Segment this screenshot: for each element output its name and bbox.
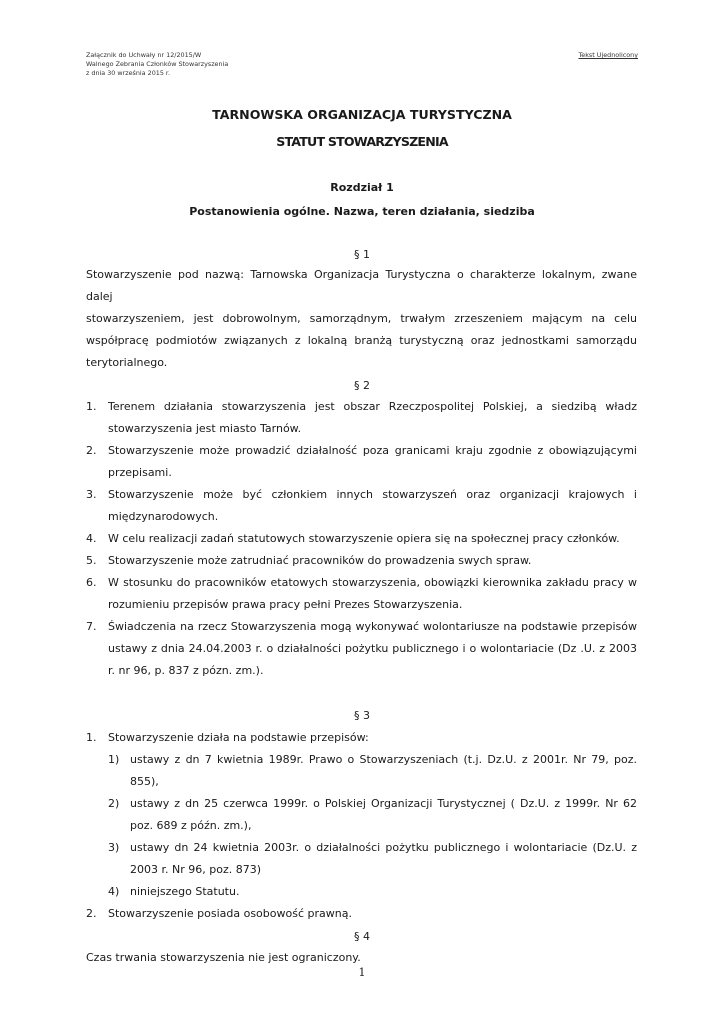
list-item (86, 903, 637, 925)
sub-list-item (108, 793, 637, 837)
list-item-number: 1. (86, 731, 97, 744)
list-item-text: Stowarzyszenie może prowadzić działalność poza granicami kraju zgodnie z obowiązującymi przepisami. (108, 444, 637, 479)
consolidated-text-label: Tekst Ujednolicony (578, 51, 638, 59)
list-item-number: 7. (86, 620, 97, 633)
attachment-note-line: Załącznik do Uchwały nr 12/2015/W (86, 51, 202, 59)
list-item-text: Stowarzyszenie może być członkiem innych stowarzyszeń oraz organizacji krajowych i międzynarodowych. (108, 488, 637, 523)
sub-list-item (108, 881, 637, 903)
section-1-line: Stowarzyszenie pod nazwą: Tarnowska Organizacja Turystyczna o charakterze lokalnym, zwane dalej (86, 268, 637, 303)
sub-list-item (108, 749, 637, 793)
sub-item-text: ustawy z dn 7 kwietnia 1989r. Prawo o Stowarzyszeniach (t.j. Dz.U. z 2001r. Nr 79, poz. 855), (130, 753, 637, 788)
sub-item-text: ustawy dn 24 kwietnia 2003r. o działalności pożytku publicznego i wolontariacie (Dz.U. z 2003 r. Nr 96, poz. 873) (130, 841, 637, 876)
attachment-note-line: Walnego Zebrania Członków Stowarzyszenia (86, 60, 229, 68)
list-item-text: Stowarzyszenie może zatrudniać pracowników do prowadzenia swych spraw. (108, 554, 532, 567)
sub-item-text: niniejszego Statutu. (130, 885, 240, 898)
list-item (86, 616, 637, 682)
list-item (86, 396, 637, 440)
section-3-list (86, 727, 637, 925)
list-item-number: 3. (86, 488, 97, 501)
legal-basis-list (108, 749, 637, 903)
chapter-heading: Postanowienia ogólne. Nazwa, teren działania, siedziba (189, 205, 535, 218)
list-item (86, 727, 637, 903)
list-item-number: 2. (86, 907, 97, 920)
section-1-text (86, 264, 637, 374)
list-item-text: Świadczenia na rzecz Stowarzyszenia mogą wykonywać wolontariusze na podstawie przepisów ustawy z dnia 24.04.2003 r. o działalności pożytku publicznego i o wolontariacie (Dz .U. z 2003 r. nr 96, p. 837 z pózn. zm.). (108, 620, 637, 677)
list-item-number: 5. (86, 554, 97, 567)
list-item-number: 4. (86, 532, 97, 545)
list-item-number: 6. (86, 576, 97, 589)
sub-item-number: 4) (108, 885, 120, 898)
attachment-note-line: z dnia 30 września 2015 r. (86, 69, 170, 77)
list-item (86, 528, 637, 550)
section-1-line: terytorialnego. (86, 356, 168, 369)
list-item-text: Terenem działania stowarzyszenia jest obszar Rzeczpospolitej Polskiej, a siedzibą władz stowarzyszenia jest miasto Tarnów. (108, 400, 637, 435)
section-2-list (86, 396, 637, 682)
section-4-text: Czas trwania stowarzyszenia nie jest ograniczony. (86, 951, 361, 964)
sub-item-number: 1) (108, 753, 120, 766)
section-mark-3: § 3 (354, 709, 370, 722)
list-item-number: 2. (86, 444, 97, 457)
list-item (86, 484, 637, 528)
document-attachment-note (86, 51, 228, 78)
chapter-label: Rozdział 1 (330, 181, 394, 194)
list-item (86, 572, 637, 616)
list-item (86, 440, 637, 484)
sub-item-text: ustawy z dn 25 czerwca 1999r. o Polskiej Organizacji Turystycznej ( Dz.U. z 1999r. Nr 62 poz. 689 z późn. zm.), (130, 797, 637, 832)
list-item-number: 1. (86, 400, 97, 413)
sub-list-item (108, 837, 637, 881)
list-item (86, 550, 637, 572)
document-title: TARNOWSKA ORGANIZACJA TURYSTYCZNA (212, 107, 512, 122)
section-1-line: współpracę podmiotów związanych z lokalną branżą turystyczną oraz jednostkami samorządu (86, 334, 637, 347)
section-mark-1: § 1 (354, 248, 370, 261)
sub-item-number: 3) (108, 841, 120, 854)
section-1-line: stowarzyszeniem, jest dobrowolnym, samorządnym, trwałym zrzeszeniem mającym na celu (86, 312, 637, 325)
list-item-text: W celu realizacji zadań statutowych stowarzyszenie opiera się na społecznej pracy członków. (108, 532, 620, 545)
list-item-text: Stowarzyszenie posiada osobowość prawną. (108, 907, 352, 920)
list-item-text: W stosunku do pracowników etatowych stowarzyszenia, obowiązki kierownika zakładu pracy w rozumieniu przepisów prawa pracy pełni Prezes Stowarzyszenia. (108, 576, 637, 611)
list-item-text: Stowarzyszenie działa na podstawie przepisów: (108, 731, 369, 744)
section-mark-4: § 4 (354, 930, 370, 943)
document-subtitle: STATUT STOWARZYSZENIA (276, 134, 448, 149)
sub-item-number: 2) (108, 797, 120, 810)
section-mark-2: § 2 (354, 379, 370, 392)
page-number: 1 (358, 966, 366, 979)
